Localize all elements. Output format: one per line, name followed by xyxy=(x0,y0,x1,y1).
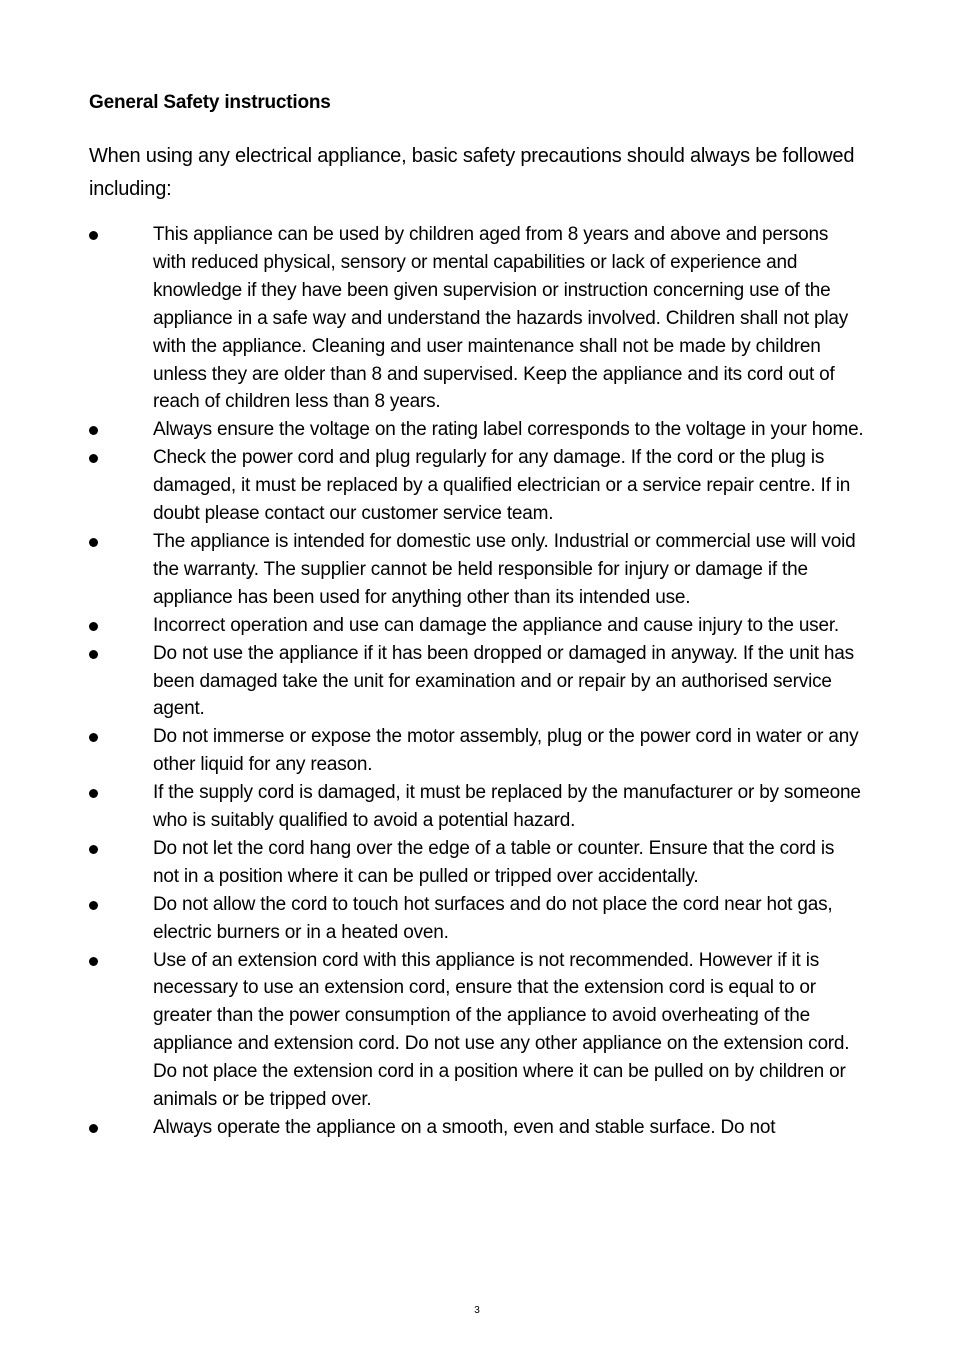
list-item-text: Do not allow the cord to touch hot surfaces and do not place the cord near hot gas, electric burners or in a heated oven. xyxy=(153,893,833,943)
list-item xyxy=(0,221,865,416)
bullet-icon xyxy=(89,845,98,854)
list-item xyxy=(0,612,865,640)
list-item xyxy=(0,723,865,779)
list-item-text: The appliance is intended for domestic use only. Industrial or commercial use will void the warranty. The supplier cannot be held responsible for injury or damage if the appliance has been used for anything other than its intended use. xyxy=(153,530,856,608)
bullet-icon xyxy=(89,622,98,631)
list-item-text: Do not use the appliance if it has been dropped or damaged in anyway. If the unit has been damaged take the unit for examination and or repair by an authorised service agent. xyxy=(153,642,854,720)
list-item xyxy=(0,835,865,891)
bullet-icon xyxy=(89,231,98,240)
bullet-icon xyxy=(89,650,98,659)
bullet-icon xyxy=(89,426,98,435)
list-item xyxy=(0,947,865,1114)
list-item xyxy=(0,1114,865,1142)
list-item xyxy=(0,640,865,724)
safety-instructions-list xyxy=(0,221,954,1142)
list-item-text: This appliance can be used by children aged from 8 years and above and persons with reduced physical, sensory or mental capabilities or lack of experience and knowledge if they have been given supervision or instruction concerning use of the appliance in a safe way and understand the hazards involved. Children shall not play with the appliance. Cleaning and user maintenance shall not be made by children unless they are older than 8 and supervised. Keep the appliance and its cord out of reach of children less than 8 years. xyxy=(153,224,849,413)
list-item xyxy=(0,416,865,444)
list-item xyxy=(0,779,865,835)
list-item xyxy=(0,528,865,612)
bullet-icon xyxy=(89,454,98,463)
list-item-text: Do not let the cord hang over the edge of a table or counter. Ensure that the cord is not in a position where it can be pulled or tripped over accidentally. xyxy=(153,837,835,887)
list-item-text: Incorrect operation and use can damage the appliance and cause injury to the user. xyxy=(153,614,840,636)
bullet-icon xyxy=(89,733,98,742)
section-title: General Safety instructions xyxy=(89,92,331,113)
intro-paragraph: When using any electrical appliance, basic safety precautions should always be followed including: xyxy=(89,145,855,200)
bullet-icon xyxy=(89,789,98,798)
page-number: 3 xyxy=(474,1305,480,1316)
list-item-text: Check the power cord and plug regularly for any damage. If the cord or the plug is damaged, it must be replaced by a qualified electrician or a service repair centre. If in doubt please contact our customer service team. xyxy=(153,447,851,525)
list-item-text: Do not immerse or expose the motor assembly, plug or the power cord in water or any other liquid for any reason. xyxy=(153,726,859,776)
list-item-text: Always ensure the voltage on the rating label corresponds to the voltage in your home. xyxy=(153,419,864,441)
bullet-icon xyxy=(89,957,98,966)
bullet-icon xyxy=(89,1124,98,1133)
list-item-text: Always operate the appliance on a smooth, even and stable surface. Do not xyxy=(153,1117,776,1138)
list-item-text: Use of an extension cord with this appliance is not recommended. However if it is necessary to use an extension cord, ensure that the extension cord is equal to or greater than the power consumption of the appliance to avoid overheating of the appliance and extension cord. Do not use any other appliance on the extension cord. Do not place the extension cord in a position where it can be pulled on by children or animals or be tripped over. xyxy=(153,949,850,1111)
bullet-icon xyxy=(89,538,98,547)
list-item xyxy=(0,444,865,528)
list-item xyxy=(0,891,865,947)
bullet-icon xyxy=(89,901,98,910)
list-item-text: If the supply cord is damaged, it must be replaced by the manufacturer or by someone who is suitably qualified to avoid a potential hazard. xyxy=(153,782,861,832)
